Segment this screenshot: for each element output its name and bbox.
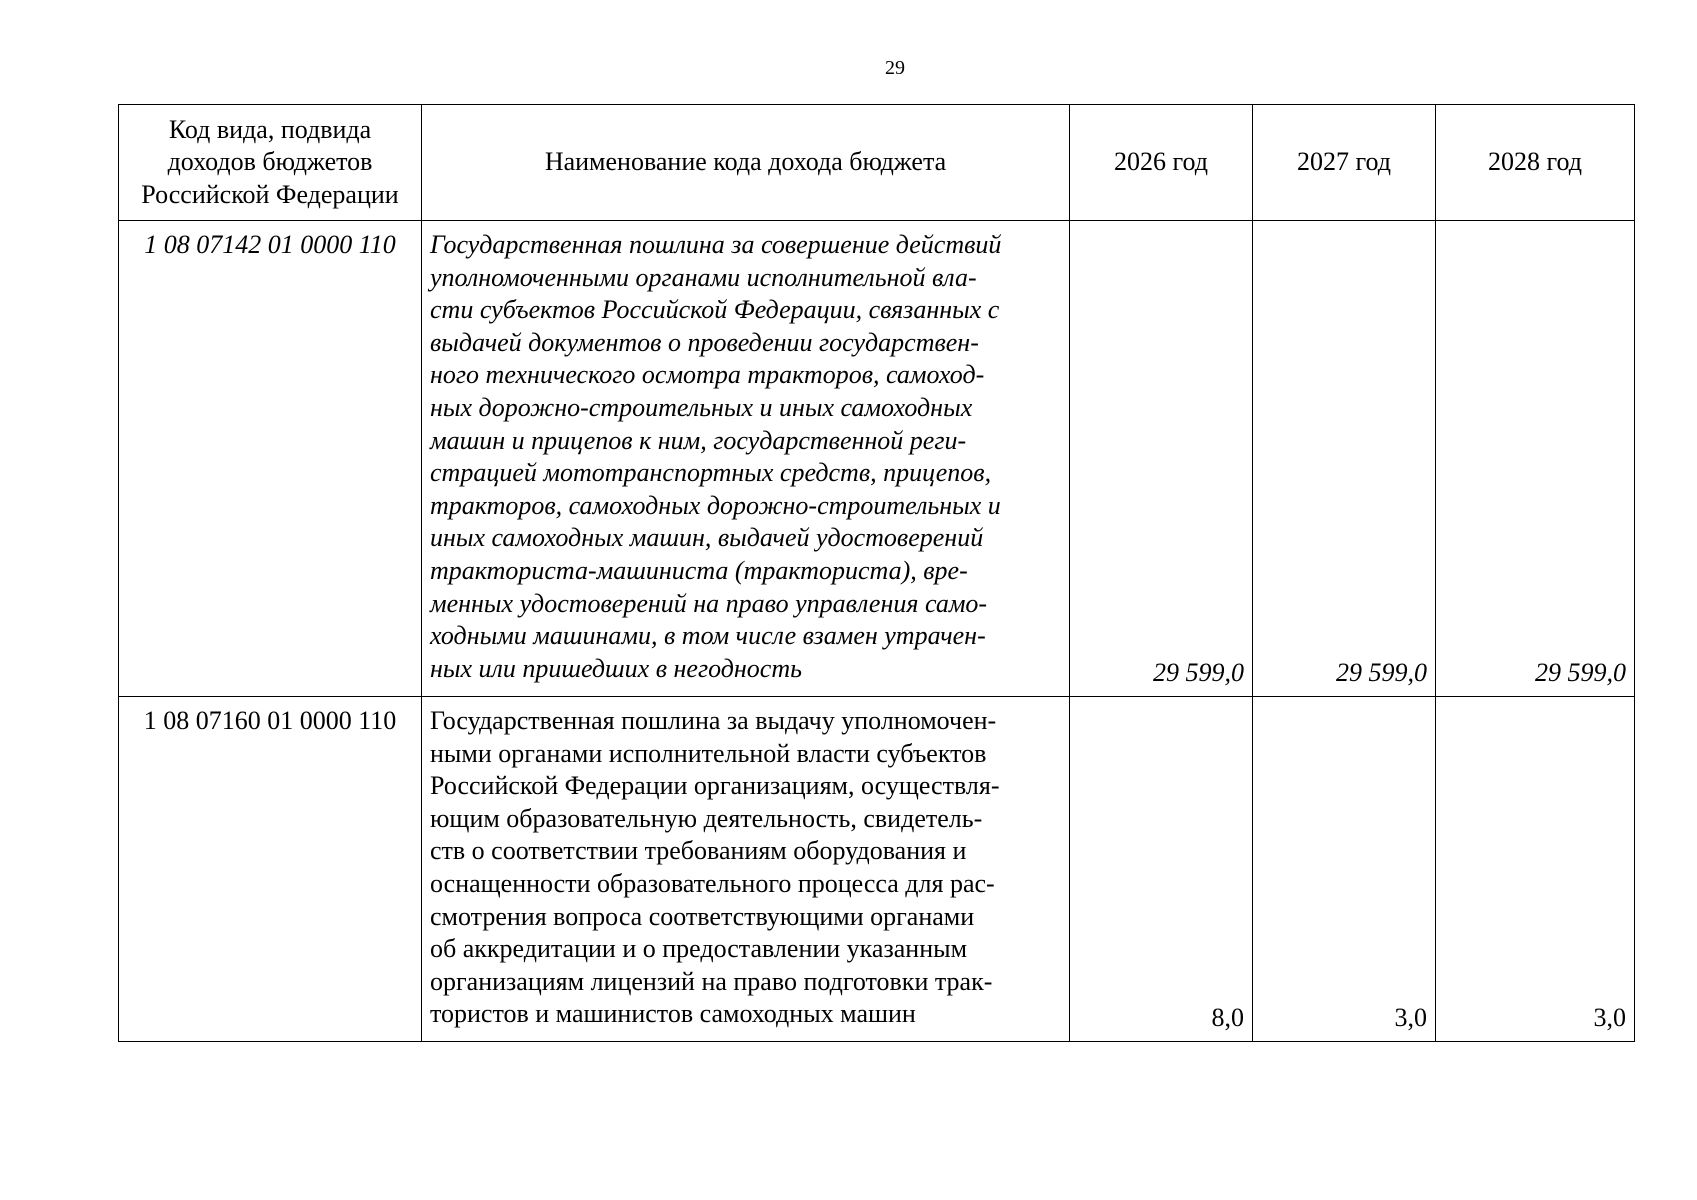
revenue-name — [422, 221, 1070, 697]
value-2028: 3,0 — [1436, 697, 1635, 1042]
revenue-name-line: машин и прицепов к ним, государственной реги- — [430, 425, 967, 455]
header-name: Наименование кода дохода бюджета — [422, 105, 1070, 221]
revenue-name-line: иных самоходных машин, выдачей удостоверений — [430, 523, 984, 553]
revenue-name-line: организациям лицензий на право подготовки трак- — [430, 966, 993, 996]
header-row — [119, 105, 1635, 221]
table-body — [119, 221, 1635, 1042]
value-2028: 29 599,0 — [1436, 221, 1635, 697]
header-code-line: Российской Федерации — [141, 179, 399, 209]
value-2027: 29 599,0 — [1253, 221, 1436, 697]
revenue-name-line: ных дорожно-строительных и иных самоходных — [430, 392, 973, 422]
revenue-name-line: выдачей документов о проведении государствен- — [430, 327, 979, 357]
revenue-name-line: ющим образовательную деятельность, свидетель- — [430, 803, 983, 833]
revenue-code: 1 08 07142 01 0000 110 — [119, 221, 422, 697]
page-number: 29 — [885, 57, 905, 79]
revenue-name-line: ходными машинами, в том числе взамен утрачен- — [430, 621, 986, 651]
header-code — [119, 105, 422, 221]
revenue-name-line: ных или пришедших в негодность — [430, 653, 802, 683]
revenue-name-line: уполномоченными органами исполнительной вла- — [430, 262, 977, 292]
header-code-line: доходов бюджетов — [167, 147, 373, 177]
revenue-name-line: менных удостоверений на право управления само- — [430, 588, 988, 618]
revenue-name-line: тракторов, самоходных дорожно-строительных и — [430, 490, 1001, 520]
revenue-name-line: об аккредитации и о предоставлении указанным — [430, 934, 968, 964]
revenue-name-line: ными органами исполнительной власти субъектов — [430, 738, 987, 768]
table-row — [119, 221, 1635, 697]
revenue-name-line: сти субъектов Российской Федерации, связанных с — [430, 295, 1000, 325]
revenue-name-line: тракториста-машиниста (тракториста), вре- — [430, 555, 968, 585]
revenue-name-line: страцией мототранспортных средств, прицепов, — [430, 458, 992, 488]
header-code-line: Код вида, подвида — [168, 114, 372, 144]
table-row — [119, 697, 1635, 1042]
revenue-name-line: Российской Федерации организациям, осуществля- — [430, 771, 1000, 801]
budget-revenue-table — [118, 104, 1635, 1042]
value-2027: 3,0 — [1253, 697, 1436, 1042]
revenue-name-line: Государственная пошлина за выдачу уполномочен- — [430, 706, 997, 735]
header-year-2027: 2027 год — [1253, 105, 1436, 221]
revenue-name-line: тористов и машинистов самоходных машин — [430, 999, 916, 1029]
revenue-name-line: ств о соответствии требованиям оборудования и — [430, 836, 967, 866]
revenue-name-line: Государственная пошлина за совершение действий — [430, 230, 1002, 259]
table-header — [119, 105, 1635, 221]
revenue-code: 1 08 07160 01 0000 110 — [119, 697, 422, 1042]
revenue-name-line: ного технического осмотра тракторов, самоход- — [430, 360, 985, 390]
value-2026: 8,0 — [1070, 697, 1253, 1042]
revenue-name-line: оснащенности образовательного процесса для рас- — [430, 868, 995, 898]
header-year-2028: 2028 год — [1436, 105, 1635, 221]
header-year-2026: 2026 год — [1070, 105, 1253, 221]
revenue-name-line: смотрения вопроса соответствующими органами — [430, 901, 975, 931]
revenue-name — [422, 697, 1070, 1042]
value-2026: 29 599,0 — [1070, 221, 1253, 697]
